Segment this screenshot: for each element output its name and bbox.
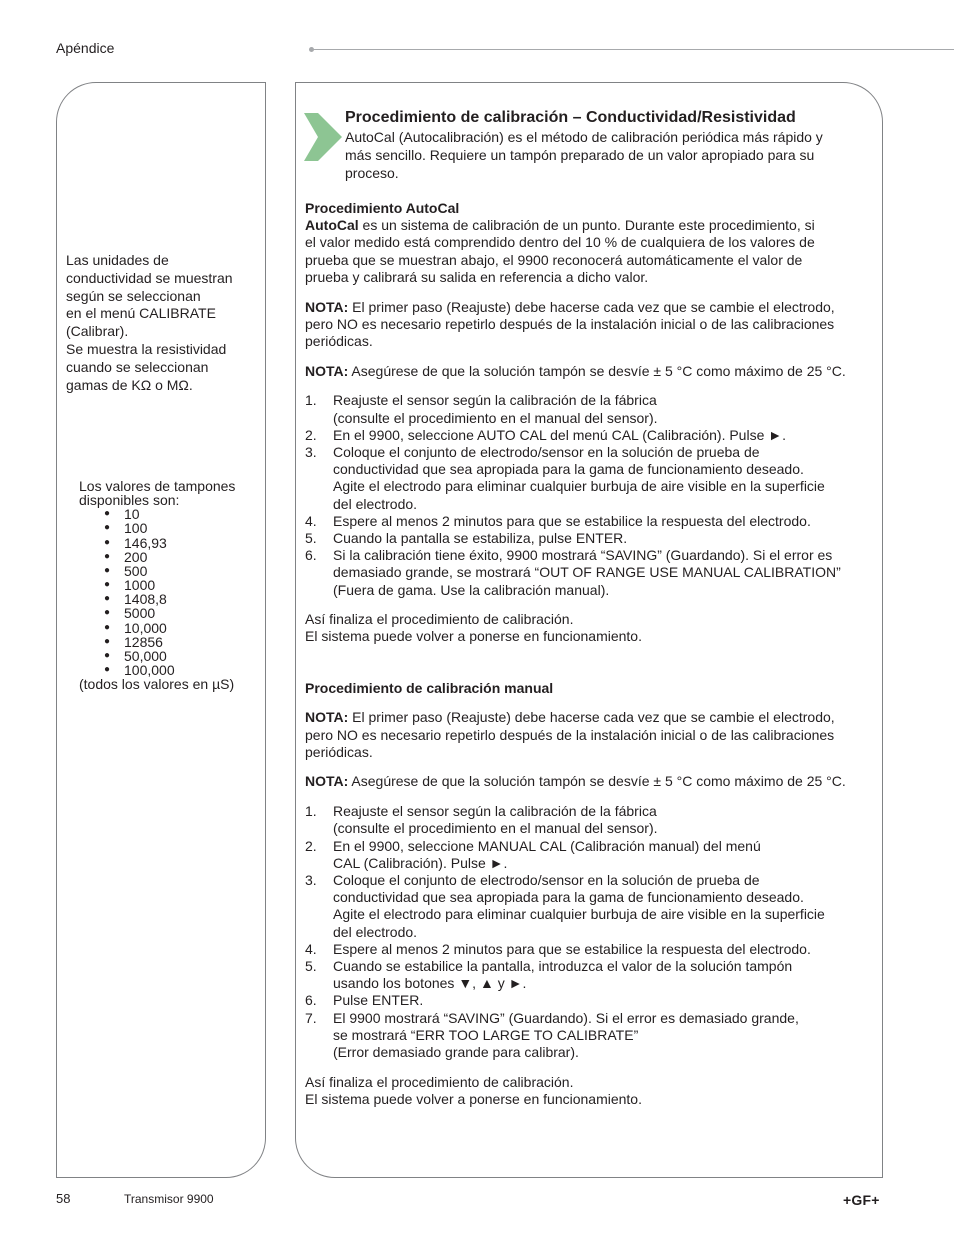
list-item: ● 10,000 bbox=[79, 621, 259, 635]
manual-step-6 bbox=[305, 992, 875, 1009]
section-arrow-icon bbox=[304, 113, 344, 161]
step-line: demasiado grande, se mostrará “OUT OF RANGE USE MANUAL CALIBRATION” bbox=[333, 564, 841, 581]
intro-paragraph bbox=[345, 128, 865, 182]
step-number: 3. bbox=[305, 443, 317, 460]
header-rule bbox=[312, 49, 954, 50]
page-number: 58 bbox=[56, 1191, 71, 1206]
note-line: Las unidades de bbox=[66, 252, 169, 268]
note-line: pero NO es necesario repetirlo después de la instalación inicial o de las calibraciones bbox=[305, 726, 835, 743]
step-line: del electrodo. bbox=[333, 495, 418, 512]
list-item: ● 5000 bbox=[79, 606, 259, 620]
manual-end-text: El sistema puede volver a ponerse en funcionamiento. bbox=[305, 1090, 642, 1107]
note-line: según se seleccionan bbox=[66, 287, 201, 304]
note-label: NOTA: bbox=[305, 773, 349, 790]
note-line: periódicas. bbox=[305, 743, 373, 760]
step-number: 4. bbox=[305, 940, 317, 957]
manual-note-temperature bbox=[305, 773, 875, 790]
step-line: En el 9900, seleccione MANUAL CAL (Calibración manual) del menú bbox=[333, 837, 761, 854]
step-line: Cuando la pantalla se estabiliza, pulse ENTER. bbox=[333, 529, 628, 546]
note-line: pero NO es necesario repetirlo después de la instalación inicial o de las calibraciones bbox=[305, 315, 835, 332]
note-line: Se muestra la resistividad bbox=[66, 340, 227, 357]
manual-note-reset bbox=[305, 709, 875, 726]
step-line: Agite el electrodo para eliminar cualquier burbuja de aire visible en la superficie bbox=[333, 906, 825, 923]
note-label: NOTA: bbox=[305, 362, 349, 379]
page-title: Procedimiento de calibración – Conductividad/Resistividad bbox=[345, 109, 796, 126]
list-item: ● 50,000 bbox=[79, 649, 259, 663]
autocal-step-3 bbox=[305, 444, 875, 513]
list-item: ● 500 bbox=[79, 564, 259, 578]
autocal-end-text: Así finaliza el procedimiento de calibración. bbox=[305, 611, 574, 628]
main-content bbox=[305, 200, 875, 1108]
step-line: Coloque el conjunto de electrodo/sensor en la solución de prueba de bbox=[333, 443, 760, 460]
step-line: Espere al menos 2 minutos para que se estabilice la respuesta del electrodo. bbox=[333, 940, 811, 957]
step-number: 6. bbox=[305, 992, 317, 1009]
step-number: 5. bbox=[305, 529, 317, 546]
buffers-title: Los valores de tampones bbox=[79, 478, 236, 494]
list-item: ● 1408,8 bbox=[79, 592, 259, 606]
manual-step-3 bbox=[305, 872, 875, 941]
document-name: Transmisor 9900 bbox=[124, 1192, 214, 1206]
note-text: El primer paso (Reajuste) debe hacerse cada vez que se cambie el electrodo, bbox=[348, 298, 835, 315]
sidebar-units-note bbox=[66, 252, 260, 394]
step-line: El 9900 mostrará “SAVING” (Guardando). Si el error es demasiado grande, bbox=[333, 1009, 799, 1026]
note-label: NOTA: bbox=[305, 298, 349, 315]
manual-step-4 bbox=[305, 941, 875, 958]
intro-line: más sencillo. Requiere un tampón preparado de un valor apropiado para su bbox=[345, 147, 815, 163]
list-item: ● 12856 bbox=[79, 635, 259, 649]
manual-heading: Procedimiento de calibración manual bbox=[305, 679, 554, 696]
note-text: Asegúrese de que la solución tampón se desvíe ± 5 °C como máximo de 25 °C. bbox=[348, 362, 846, 379]
step-number: 1. bbox=[305, 392, 317, 409]
buffer-values bbox=[79, 507, 259, 677]
note-line: gamas de KΩ o MΩ. bbox=[66, 376, 193, 393]
buffers-title: disponibles son: bbox=[79, 492, 180, 509]
paragraph-line: el valor medido está comprendido dentro del 10 % de cualquiera de los valores de bbox=[305, 234, 815, 251]
note-label: NOTA: bbox=[305, 709, 349, 726]
autocal-end-text: El sistema puede volver a ponerse en funcionamiento. bbox=[305, 628, 642, 645]
note-line: (Calibrar). bbox=[66, 323, 129, 340]
note-line: periódicas. bbox=[305, 332, 373, 349]
step-line: se mostrará “ERR TOO LARGE TO CALIBRATE” bbox=[333, 1026, 639, 1043]
paragraph-line: prueba que se muestran abajo, el 9900 reconocerá automáticamente el valor de bbox=[305, 251, 803, 268]
step-line: Espere al menos 2 minutos para que se estabilice la respuesta del electrodo. bbox=[333, 512, 811, 529]
list-item: ● 146,93 bbox=[79, 536, 259, 550]
step-number: 4. bbox=[305, 512, 317, 529]
step-line: conductividad que sea apropiada para la gama de funcionamiento deseado. bbox=[333, 889, 804, 906]
autocal-step-1 bbox=[305, 392, 875, 426]
manual-step-1 bbox=[305, 803, 875, 837]
buffers-units-note: (todos los valores en µS) bbox=[79, 676, 235, 693]
step-line: (consulte el procedimiento en el manual del sensor). bbox=[333, 409, 658, 426]
autocal-step-4 bbox=[305, 513, 875, 530]
list-item: ● 10 bbox=[79, 507, 259, 521]
header-title: Apéndice bbox=[56, 40, 115, 56]
autocal-paragraph bbox=[305, 217, 875, 234]
list-item: ● 100,000 bbox=[79, 663, 259, 677]
step-line: Agite el electrodo para eliminar cualquier burbuja de aire visible en la superficie bbox=[333, 478, 825, 495]
manual-step-5 bbox=[305, 958, 875, 992]
step-line: Coloque el conjunto de electrodo/sensor en la solución de prueba de bbox=[333, 872, 760, 888]
step-line: Reajuste el sensor según la calibración de la fábrica bbox=[333, 392, 657, 409]
step-line: Si la calibración tiene éxito, 9900 mostrará “SAVING” (Guardando). Si el error es bbox=[333, 547, 833, 564]
note-text: Asegúrese de que la solución tampón se desvíe ± 5 °C como máximo de 25 °C. bbox=[348, 773, 846, 790]
autocal-step-2 bbox=[305, 427, 875, 444]
list-item: ● 1000 bbox=[79, 578, 259, 592]
intro-line: proceso. bbox=[345, 165, 399, 181]
step-line: En el 9900, seleccione AUTO CAL del menú CAL (Calibración). Pulse ►. bbox=[333, 426, 787, 443]
autocal-heading: Procedimiento AutoCal bbox=[305, 200, 460, 216]
autocal-note-reset bbox=[305, 299, 875, 316]
step-line: conductividad que sea apropiada para la gama de funcionamiento deseado. bbox=[333, 461, 804, 478]
paragraph-text: es un sistema de calibración de un punto. Durante este procedimiento, si bbox=[358, 217, 815, 234]
paragraph-line: prueba y calibrará su salida en referencia a dicho valor. bbox=[305, 268, 649, 285]
step-line: Cuando se estabilice la pantalla, introduzca el valor de la solución tampón bbox=[333, 958, 793, 975]
step-line: (Fuera de gama. Use la calibración manual). bbox=[333, 581, 610, 598]
note-text: El primer paso (Reajuste) debe hacerse cada vez que se cambie el electrodo, bbox=[348, 709, 835, 726]
autocal-step-6 bbox=[305, 547, 875, 599]
step-line: del electrodo. bbox=[333, 923, 418, 940]
manual-end-text: Así finaliza el procedimiento de calibración. bbox=[305, 1073, 574, 1090]
manual-step-7 bbox=[305, 1010, 875, 1062]
note-line: en el menú CALIBRATE bbox=[66, 305, 216, 322]
step-line: Pulse ENTER. bbox=[333, 992, 424, 1009]
sidebar-buffer-list bbox=[79, 479, 259, 691]
step-line: usando los botones ▼, ▲ y ►. bbox=[333, 975, 527, 992]
note-line: cuando se seleccionan bbox=[66, 358, 209, 375]
step-number: 2. bbox=[305, 426, 317, 443]
gf-logo: +GF+ bbox=[843, 1192, 880, 1208]
step-number: 2. bbox=[305, 837, 317, 854]
step-line: Reajuste el sensor según la calibración de la fábrica bbox=[333, 803, 657, 820]
intro-line: AutoCal (Autocalibración) es el método de calibración periódica más rápido y bbox=[345, 129, 823, 145]
step-line: CAL (Calibración). Pulse ►. bbox=[333, 854, 508, 871]
list-item: ● 100 bbox=[79, 521, 259, 535]
step-number: 7. bbox=[305, 1009, 317, 1026]
step-line: (Error demasiado grande para calibrar). bbox=[333, 1044, 579, 1061]
autocal-note-temperature bbox=[305, 363, 875, 380]
autocal-term: AutoCal bbox=[305, 217, 359, 234]
manual-step-2 bbox=[305, 838, 875, 872]
note-line: conductividad se muestran bbox=[66, 269, 233, 286]
step-number: 5. bbox=[305, 958, 317, 975]
step-number: 1. bbox=[305, 803, 317, 820]
step-number: 6. bbox=[305, 547, 317, 564]
list-item: ● 200 bbox=[79, 550, 259, 564]
step-number: 3. bbox=[305, 872, 317, 888]
autocal-step-5 bbox=[305, 530, 875, 547]
step-line: (consulte el procedimiento en el manual del sensor). bbox=[333, 820, 658, 837]
